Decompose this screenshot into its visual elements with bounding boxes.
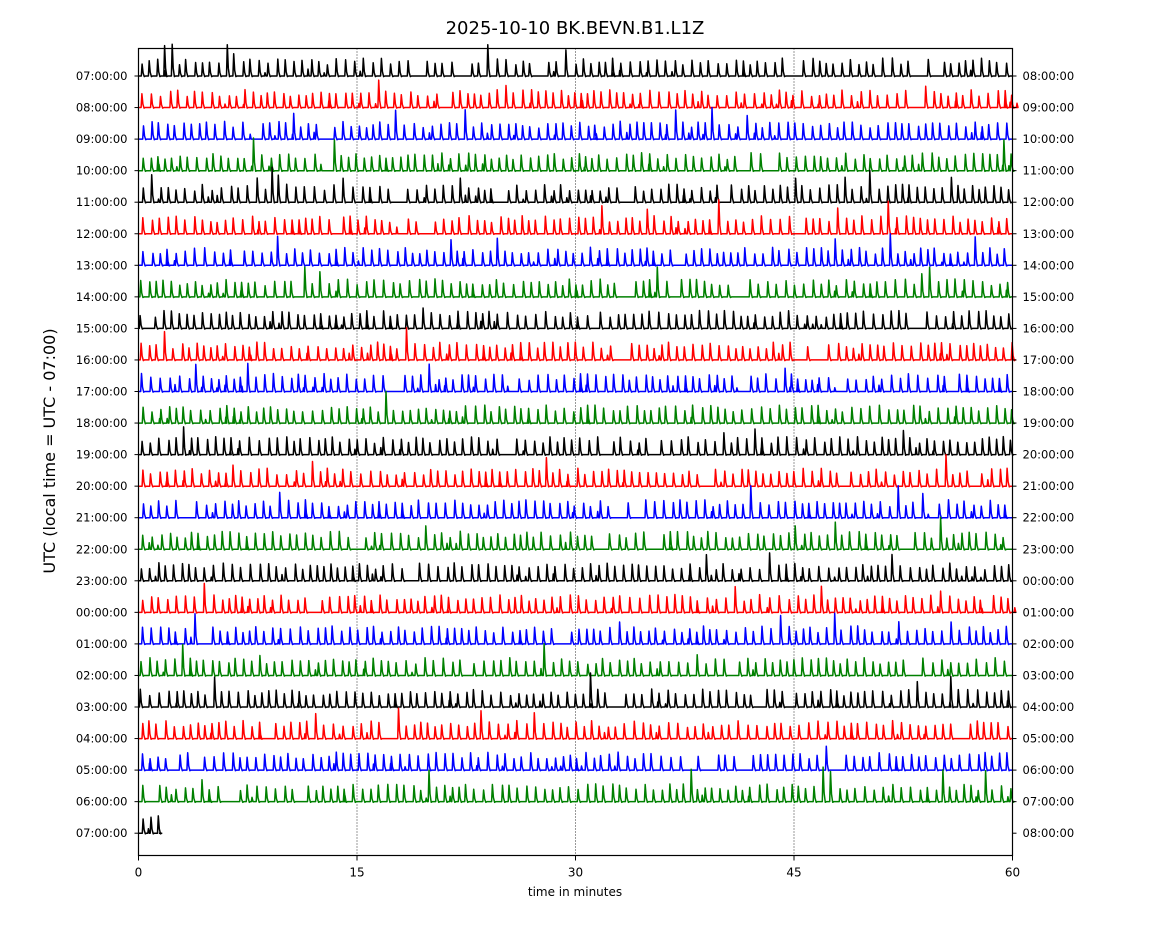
trace-line bbox=[139, 167, 1013, 203]
trace-line bbox=[139, 391, 1016, 423]
y-tick-label-right: 11:00:00 bbox=[1022, 163, 1075, 178]
y-tick-label-right: 09:00:00 bbox=[1022, 100, 1075, 115]
y-tick-label-left: 09:00:00 bbox=[75, 132, 128, 147]
y-tick-label-left: 04:00:00 bbox=[75, 731, 128, 746]
y-tick-label-left: 22:00:00 bbox=[75, 542, 128, 557]
y-tick-label-left: 02:00:00 bbox=[75, 668, 128, 683]
y-tick-label-left: 11:00:00 bbox=[75, 195, 128, 210]
y-tick-label-right: 02:00:00 bbox=[1022, 636, 1075, 651]
trace-line bbox=[139, 267, 1013, 298]
y-tick-label-right: 17:00:00 bbox=[1022, 352, 1075, 367]
y-tick-label-right: 18:00:00 bbox=[1022, 384, 1075, 399]
x-tick-label: 0 bbox=[134, 865, 143, 880]
y-tick-label-left: 12:00:00 bbox=[75, 226, 128, 241]
trace-line bbox=[139, 363, 1013, 392]
y-tick-label-left: 19:00:00 bbox=[75, 447, 128, 462]
y-tick-label-right: 03:00:00 bbox=[1022, 668, 1075, 683]
chart-title: 2025-10-10 BK.BEVN.B1.L1Z bbox=[445, 18, 705, 39]
y-tick-label-right: 23:00:00 bbox=[1022, 542, 1075, 557]
y-tick-label-right: 08:00:00 bbox=[1022, 69, 1075, 83]
x-tick-label: 15 bbox=[349, 865, 365, 880]
trace-line bbox=[139, 816, 162, 834]
y-tick-label-left: 23:00:00 bbox=[75, 573, 128, 588]
y-tick-label-left: 15:00:00 bbox=[75, 321, 128, 336]
y-tick-label-left: 13:00:00 bbox=[75, 258, 128, 273]
y-tick-label-left: 21:00:00 bbox=[75, 510, 128, 525]
trace-line bbox=[139, 583, 1016, 613]
trace-line bbox=[139, 767, 1015, 802]
y-tick-label-right: 22:00:00 bbox=[1022, 510, 1075, 525]
y-tick-label-left: 10:00:00 bbox=[75, 163, 128, 178]
y-tick-label-left: 17:00:00 bbox=[75, 384, 128, 399]
y-tick-label-left: 03:00:00 bbox=[75, 700, 128, 714]
y-tick-label-right: 15:00:00 bbox=[1022, 289, 1075, 304]
y-tick-label-left: 16:00:00 bbox=[75, 352, 128, 367]
y-tick-label-right: 10:00:00 bbox=[1022, 132, 1075, 147]
y-tick-label-left: 20:00:00 bbox=[75, 479, 128, 494]
y-tick-label-left: 06:00:00 bbox=[75, 794, 128, 809]
y-tick-label-right: 04:00:00 bbox=[1022, 700, 1075, 714]
trace-line bbox=[139, 427, 1014, 455]
y-tick-label-left: 01:00:00 bbox=[75, 636, 128, 651]
y-tick-label-right: 14:00:00 bbox=[1022, 258, 1075, 273]
trace-line bbox=[139, 80, 1019, 108]
y-tick-label-left: 08:00:00 bbox=[75, 100, 128, 115]
x-tick-label: 60 bbox=[1004, 865, 1021, 880]
y-tick-label-left: 07:00:00 bbox=[75, 69, 128, 83]
y-tick-label-right: 21:00:00 bbox=[1022, 479, 1075, 494]
trace-line bbox=[139, 328, 1016, 361]
x-tick-label: 30 bbox=[567, 865, 584, 880]
y-tick-label-right: 12:00:00 bbox=[1022, 195, 1075, 210]
y-tick-label-right: 05:00:00 bbox=[1022, 731, 1075, 746]
y-tick-label-right: 16:00:00 bbox=[1022, 321, 1075, 336]
y-tick-label-left: 18:00:00 bbox=[75, 416, 128, 431]
trace-line bbox=[139, 517, 1013, 550]
y-tick-label-right: 20:00:00 bbox=[1022, 447, 1075, 462]
y-tick-label-left: 05:00:00 bbox=[75, 763, 128, 778]
y-tick-label-right: 06:00:00 bbox=[1022, 763, 1075, 778]
y-tick-label-right: 08:00:00 bbox=[1022, 826, 1075, 841]
y-tick-label-right: 00:00:00 bbox=[1022, 573, 1075, 588]
y-tick-label-right: 01:00:00 bbox=[1022, 605, 1075, 620]
y-tick-label-right: 13:00:00 bbox=[1022, 226, 1075, 241]
x-ticks bbox=[135, 856, 1020, 880]
y-tick-label-left: 07:00:00 bbox=[75, 826, 128, 841]
trace-line bbox=[139, 673, 1013, 708]
x-axis-label: time in minutes bbox=[527, 885, 623, 899]
y-tick-label-left: 00:00:00 bbox=[75, 605, 128, 620]
trace-line bbox=[139, 708, 1013, 739]
y-tick-label-left: 14:00:00 bbox=[75, 289, 128, 304]
x-tick-label: 45 bbox=[786, 865, 802, 880]
y-axis-label: UTC (local time = UTC - 07:00) bbox=[40, 328, 59, 574]
traces bbox=[139, 44, 1019, 834]
y-tick-label-right: 19:00:00 bbox=[1022, 416, 1075, 431]
trace-line bbox=[139, 138, 1015, 171]
trace-line bbox=[139, 746, 1013, 771]
y-tick-label-right: 07:00:00 bbox=[1022, 794, 1075, 809]
